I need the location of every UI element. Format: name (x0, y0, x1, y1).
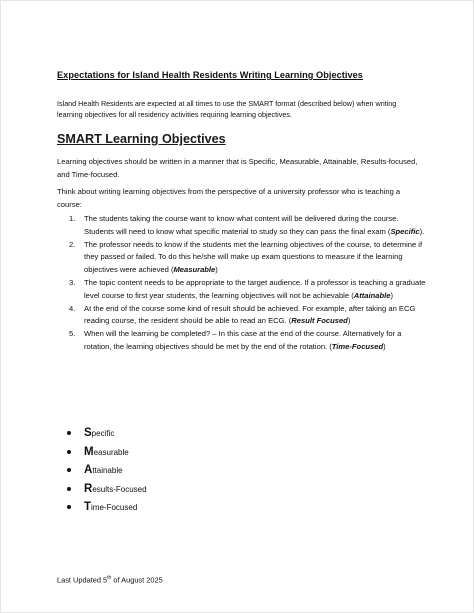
smart-initial: R (84, 482, 93, 495)
list-item-text: When will the learning be completed? – In this case at the end of the course. Alternatively for a rotation, the learning objectives should be met by the end of the rotation. ( (84, 329, 402, 351)
smart-item-measurable (57, 443, 147, 462)
smart-rest: ime-Focused (91, 503, 138, 512)
list-number: 4. (69, 303, 76, 313)
smart-item-specific (57, 424, 147, 443)
smart-initial: T (84, 501, 92, 513)
list-item-emphasis: Measurable (173, 265, 216, 275)
bullet-icon (67, 468, 71, 472)
bullet-icon (67, 487, 71, 491)
numbered-list (57, 213, 427, 354)
list-item-tail: ) (347, 316, 351, 326)
list-number: 1. (69, 214, 76, 223)
list-item-tail: ) (215, 265, 218, 275)
list-item-text: At the end of the course some kind of result should be achieved. For example, after taking an ECG reading course, the resident should be able to read an ECG. ( (84, 303, 416, 326)
list-item-text: The topic content needs to be appropriate to the target audience. If a professor is teaching a graduate level course to first year students, the learning objectives will not be achievable ( (84, 277, 426, 300)
footer-superscript: th (107, 575, 112, 581)
smart-rest: easurable (93, 447, 129, 457)
list-item-emphasis: Specific (390, 226, 420, 236)
smart-item-time-focused (57, 498, 147, 517)
intro-paragraph: Island Health Residents are expected at all times to use the SMART format (described below) when writing learning objectives for all residency activities requiring learning objectives. (57, 99, 397, 119)
list-number: 5. (69, 329, 76, 339)
list-item-tail: ) (390, 290, 393, 300)
smart-item-attainable (57, 461, 147, 480)
list-number: 3. (69, 277, 76, 287)
list-number: 2. (69, 239, 76, 249)
list-item-emphasis: Time-Focused (331, 341, 384, 351)
learning-objectives-paragraph: Learning objectives should be written in a manner that is Specific, Measurable, Attainable, Results-focused, and Time-focused. (57, 157, 418, 179)
list-item-text: The professor needs to know if the students met the learning objectives of the course, to determine if they passed or failed. To do this he/she will make up exam questions to measure if the learning objectives were achieved ( (84, 239, 423, 275)
list-item (57, 277, 427, 303)
bullet-icon (67, 505, 71, 509)
smart-section-heading: SMART Learning Objectives (57, 132, 226, 146)
list-item (57, 213, 427, 239)
list-item (57, 328, 427, 354)
smart-initial: A (84, 464, 93, 476)
list-item-tail: ) (383, 341, 386, 351)
footer-prefix: Last Updated 5 (57, 575, 108, 585)
smart-rest: ttainable (92, 466, 123, 475)
list-item-text: The students taking the course want to know what content will be delivered during the course. Students will need to know what specific material to study so they can pass the final exam ( (84, 214, 399, 236)
list-item (57, 303, 427, 329)
smart-initial: S (84, 427, 92, 439)
document-heading: Expectations for Island Health Residents Writing Learning Objectives (57, 70, 363, 80)
bullet-icon (67, 450, 71, 454)
list-item-tail: ). (419, 226, 425, 236)
smart-initial: M (84, 445, 94, 458)
smart-item-results-focused (57, 480, 147, 499)
professor-perspective-paragraph: Think about writing learning objectives from the perspective of a university professor who is teaching a course: (57, 187, 401, 209)
smart-rest: esults-Focused (92, 484, 147, 494)
bullet-icon (67, 431, 71, 435)
footer-suffix: of August 2025 (111, 575, 163, 585)
last-updated-footer (57, 575, 163, 584)
list-item-emphasis: Attainable (353, 290, 391, 300)
list-item (57, 239, 427, 277)
smart-bullet-list (57, 424, 147, 517)
list-item-emphasis: Result Focused (291, 316, 348, 326)
smart-rest: pecific (91, 429, 115, 438)
